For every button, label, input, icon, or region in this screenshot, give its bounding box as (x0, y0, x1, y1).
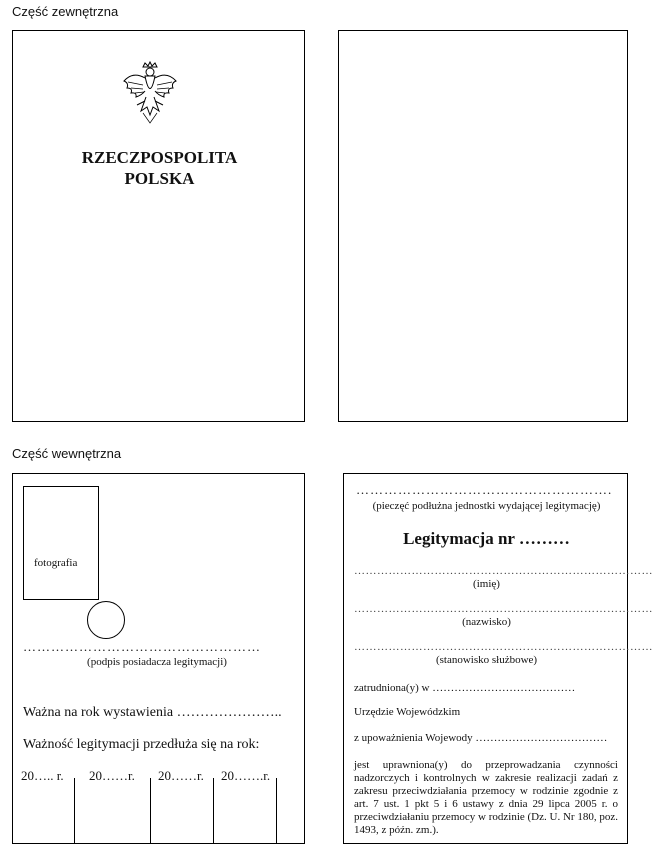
year-divider-1 (74, 778, 75, 843)
outer-cover-panel (12, 30, 305, 422)
position-line: …………………………………………………………………… (354, 641, 653, 653)
name-line: …………………………………………………………………… (354, 565, 653, 577)
year-field-2: 20……r. (89, 768, 135, 783)
inner-left-panel (12, 473, 305, 844)
inner-right-panel (343, 473, 653, 844)
signature-caption: (podpis posiadacza legitymacji) (87, 656, 227, 668)
valid-year-line: Ważna na rok wystawienia ………………….. (23, 705, 282, 720)
extend-validity-line: Ważność legitymacji przedłuża się na rok: (23, 737, 260, 752)
surname-caption: (nazwisko) (462, 616, 511, 628)
stamp-line: ………………………………………………. (356, 482, 613, 497)
inner-section-label: Część wewnętrzna (12, 446, 122, 461)
employed-line: zatrudniona(y) w ………………………………… (354, 682, 576, 694)
year-field-4: 20…….r. (221, 768, 271, 783)
cover-title-line1: RZECZPOSPOLITA (81, 148, 238, 167)
stamp-caption: (pieczęć podłużna jednostki wydającej legitymację) (372, 500, 601, 512)
signature-line: …………………………………………… (23, 639, 261, 654)
eagle-emblem-icon (121, 61, 179, 125)
year-divider-4 (276, 778, 277, 843)
authorization-paragraph: jest uprawniona(y) do przeprowadzania czynności nadzorczych i kontrolnych w zakresie realizacji zadań z zakresu przeciwdziałania przemocy w rodzinie zgodnie z art. 7 ust. 1 pkt 5 i 6 ustawy z dnia 29 lipca 2005 r. o przeciwdziałaniu przemocy w rodzinie (Dz. U. Nr 180, poz. 1493, z późn. zm.). (354, 759, 618, 836)
photo-label: fotografia (34, 557, 78, 569)
name-caption: (imię) (473, 578, 500, 590)
stamp-circle (87, 601, 125, 639)
surname-line: …………………………………………………………………… (354, 603, 653, 615)
outer-back-panel (338, 30, 628, 422)
position-caption: (stanowisko służbowe) (435, 654, 538, 666)
photo-box (23, 486, 99, 600)
authorization-line: z upoważnienia Wojewody ……………………………… (354, 732, 608, 744)
legitimation-title: Legitymacja nr ……… (403, 529, 570, 548)
year-field-1: 20….. r. (21, 768, 64, 783)
year-divider-2 (150, 778, 151, 843)
outer-section-label: Część zewnętrzna (12, 4, 119, 19)
cover-title-line2: POLSKA (124, 169, 195, 188)
year-field-3: 20……r. (158, 768, 204, 783)
office-line: Urzędzie Wojewódzkim (354, 706, 461, 718)
year-divider-3 (213, 778, 214, 843)
